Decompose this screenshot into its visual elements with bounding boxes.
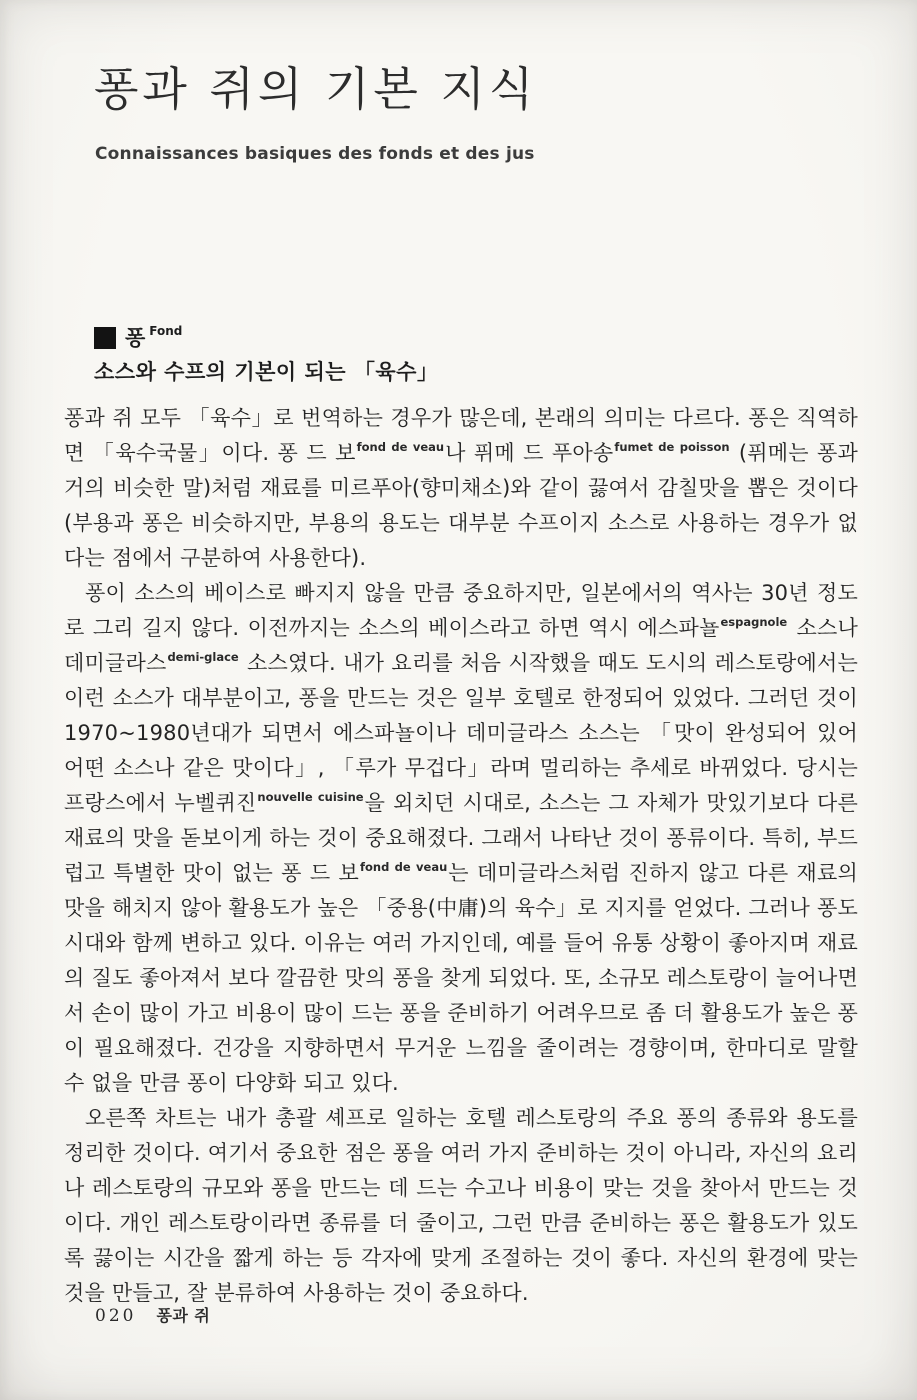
body-paragraph bbox=[64, 576, 858, 1101]
superscript-french-term: nouvelle cuisine bbox=[257, 790, 364, 804]
text-run: 나 퓌메 드 푸아송 bbox=[445, 441, 614, 465]
superscript-french-term: espagnole bbox=[720, 615, 788, 629]
superscript-french-term: fumet de poisson bbox=[614, 440, 730, 454]
black-square-icon bbox=[94, 327, 116, 349]
superscript-french-term: demi-glace bbox=[167, 650, 239, 664]
section-heading bbox=[94, 326, 182, 350]
text-run: 소스였다. 내가 요리를 처음 시작했을 때도 도시의 레스토랑에서는 이런 소스가 대부분이고, 퐁을 만드는 것은 일부 호텔로 한정되어 있었다. 그러던 것이 1970~1980년대가 되면서 에스파뇰이나 데미글라스 소스는 「맛이 완성되어 있어 어떤 소스나 같은 맛이다」, 「루가 무겁다」라며 멀리하는 추세로 바뀌었다. 당시는 프랑스에서 누벨퀴진 bbox=[64, 651, 858, 815]
running-title: 퐁과 쥐 bbox=[156, 1306, 211, 1325]
section-term: 퐁 bbox=[125, 326, 146, 350]
text-run: 퐁과 쥐 모두 「육수」로 번역하는 경우가 많은데, 본래의 의미는 다르다. 퐁은 직역하면 「육수국물」이다. 퐁 드 보 bbox=[64, 406, 858, 465]
text-run: 퐁이 소스의 베이스로 빠지지 않을 만큼 중요하지만, 일본에서의 역사는 30년 정도로 그리 길지 않다. 이전까지는 소스의 베이스라고 하면 역시 에스파뇰 bbox=[64, 581, 858, 640]
superscript-french-term: fond de veau bbox=[356, 440, 445, 454]
section-term-superscript: Fond bbox=[149, 324, 183, 338]
section-subheading: 소스와 수프의 기본이 되는 「육수」 bbox=[94, 360, 439, 384]
page-title: 퐁과 쥐의 기본 지식 bbox=[94, 62, 538, 116]
page-number: 020 bbox=[95, 1306, 137, 1326]
page-footer bbox=[95, 1303, 210, 1326]
article-body bbox=[64, 401, 858, 1311]
text-run: 는 데미글라스처럼 진하지 않고 다른 재료의 맛을 해치지 않아 활용도가 높은 「중용(中庸)의 육수」로 지지를 얻었다. 그러나 퐁도 시대와 함께 변하고 있다. 이유는 여러 가지인데, 예를 들어 유통 상황이 좋아지며 재료의 질도 좋아져서 보다 깔끔한 맛의 퐁을 찾게 되었다. 또, 소규모 레스토랑이 늘어나면서 손이 많이 가고 비용이 많이 드는 퐁을 준비하기 어려우므로 좀 더 활용도가 높은 퐁이 필요해졌다. 건강을 지향하면서 무거운 느낌을 줄이려는 경향이며, 한마디로 말할 수 없을 만큼 퐁이 다양화 되고 있다. bbox=[64, 861, 858, 1095]
text-run: 을 외치던 시대로, 소스는 그 자체가 맛있기보다 다른 재료의 맛을 돋보이게 하는 것이 중요해졌다. 그래서 나타난 것이 퐁류이다. 특히, 부드럽고 특별한 맛이 없는 퐁 드 보 bbox=[64, 791, 858, 885]
body-paragraph bbox=[64, 1101, 858, 1311]
body-paragraph bbox=[64, 401, 858, 576]
text-run: 오른쪽 차트는 내가 총괄 셰프로 일하는 호텔 레스토랑의 주요 퐁의 종류와 용도를 정리한 것이다. 여기서 중요한 점은 퐁을 여러 가지 준비하는 것이 아니라, 자신의 요리나 레스토랑의 규모와 퐁을 만드는 데 드는 수고나 비용이 맞는 것을 찾아서 만드는 것이다. 개인 레스토랑이라면 종류를 더 줄이고, 그런 만큼 준비하는 퐁은 활용도가 있도록 끓이는 시간을 짧게 하는 등 각자에 맞게 조절하는 것이 좋다. 자신의 환경에 맞는 것을 만들고, 잘 분류하여 사용하는 것이 중요하다. bbox=[64, 1106, 858, 1305]
superscript-french-term: fond de veau bbox=[360, 860, 448, 874]
text-run: (퓌메는 퐁과 거의 비슷한 말)처럼 재료를 미르푸아(향미채소)와 같이 끓여서 감칠맛을 뽑은 것이다(부용과 퐁은 비슷하지만, 부용의 용도는 대부분 수프이지 소스로 사용하는 경우가 없다는 점에서 구분하여 사용한다). bbox=[64, 441, 858, 570]
page-subtitle-french: Connaissances basiques des fonds et des jus bbox=[95, 144, 535, 164]
text-run: 소스나 데미글라스 bbox=[64, 616, 858, 675]
